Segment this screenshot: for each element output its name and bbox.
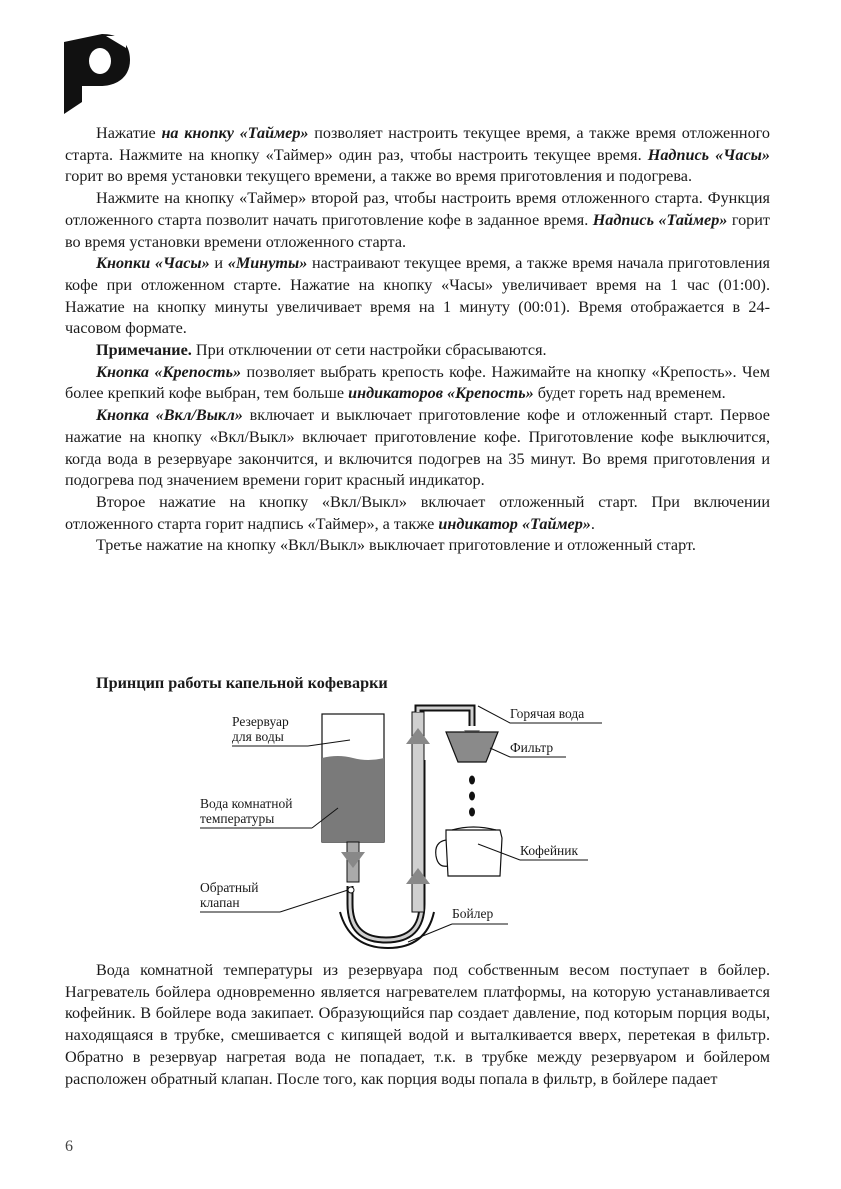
label-reservoir-2: для воды bbox=[232, 729, 284, 744]
label-water-2: температуры bbox=[200, 811, 275, 826]
paragraph-second-press: Второе нажатие на кнопку «Вкл/Выкл» включает отложенный старт. При включении отложенного старта горит надпись «Таймер», а также индикатор «Таймер». bbox=[65, 492, 770, 533]
paragraph-delayed-start: Нажмите на кнопку «Таймер» второй раз, чтобы настроить время отложенного старта. Функция отложенного старта позволит начать приготовление кофе в заданное время. Надпись «Таймер» горит во время установки времени отложенного старта. bbox=[65, 189, 770, 251]
label-hot-water: Горячая вода bbox=[510, 706, 585, 721]
coffee-maker-diagram bbox=[190, 700, 620, 950]
paragraph-strength-button: Кнопка «Крепость» позволяет выбрать крепость кофе. Нажимайте на кнопку «Крепость». Чем более крепкий кофе выбран, тем больше индикаторов «Крепость» будет гореть над временем. bbox=[65, 362, 770, 403]
coffee-pot-icon bbox=[436, 827, 502, 876]
section-heading: Принцип работы капельной кофеварки bbox=[96, 674, 388, 692]
up-arrow-icon bbox=[406, 728, 430, 744]
principle-text bbox=[65, 960, 770, 1090]
reservoir-water bbox=[322, 756, 384, 842]
paragraph-hours-minutes: Кнопки «Часы» и «Минуты» настраивают текущее время, а также время начала приготовления кофе при отложенном старте. Нажатие на кнопку «Часы» увеличивает время на 1 час (01:00). Нажатие на кнопку минуты увеличивает время на 1 минуту (00:01). Время отображается в 24-часовом формате. bbox=[65, 254, 770, 338]
paragraph-power-button: Кнопка «Вкл/Выкл» включает и выключает приготовление кофе и отложенный старт. Первое нажатие на кнопку «Вкл/Выкл» включает приготовление кофе. Приготовление кофе выключится, когда вода в резервуаре закончится, и включится подогрев на 35 минут. Во время приготовления и подогрева под значением времени горит красный индикатор. bbox=[65, 406, 770, 490]
paragraph-third-press: Третье нажатие на кнопку «Вкл/Выкл» выключает приготовление и отложенный старт. bbox=[96, 536, 696, 555]
paragraph-principle: Вода комнатной температуры из резервуара под собственным весом поступает в бойлер. Нагреватель бойлера одновременно является нагревателем платформы, на которую устанавливается кофейник. В бойлере вода закипает. Образующийся пар создает давление, под которым порция воды, находящаяся в трубке, смешивается с кипящей водой и выталкивается вверх, перетекая в фильтр. Обратно в резервуар нагретая вода не попадает, т.к. в трубке между резервуаром и бойлером расположен обратный клапан. После того, как порция воды попала в фильтр, в бойлере падает bbox=[65, 961, 770, 1088]
label-boiler: Бойлер bbox=[452, 906, 494, 921]
instructions-text bbox=[65, 123, 770, 557]
label-pot: Кофейник bbox=[520, 843, 579, 858]
page-number: 6 bbox=[65, 1138, 73, 1155]
label-reservoir-1: Резервуар bbox=[232, 714, 289, 729]
brand-logo bbox=[62, 34, 132, 114]
paragraph-timer-button: Нажатие на кнопку «Таймер» позволяет настроить текущее время, а также время отложенного старта. Нажмите на кнопку «Таймер» один раз, чтобы настроить текущее время. Надпись «Часы» горит во время установки текущего времени, а также во время приготовления и подогрева. bbox=[65, 124, 770, 186]
check-valve bbox=[348, 887, 354, 893]
label-filter: Фильтр bbox=[510, 740, 554, 755]
down-arrow-icon bbox=[341, 852, 365, 868]
filter-icon bbox=[446, 732, 498, 762]
label-valve-2: клапан bbox=[200, 895, 240, 910]
label-water-1: Вода комнатной bbox=[200, 796, 293, 811]
label-valve-1: Обратный bbox=[200, 880, 259, 895]
paragraph-note: Примечание. При отключении от сети настройки сбрасываются. bbox=[96, 341, 547, 360]
